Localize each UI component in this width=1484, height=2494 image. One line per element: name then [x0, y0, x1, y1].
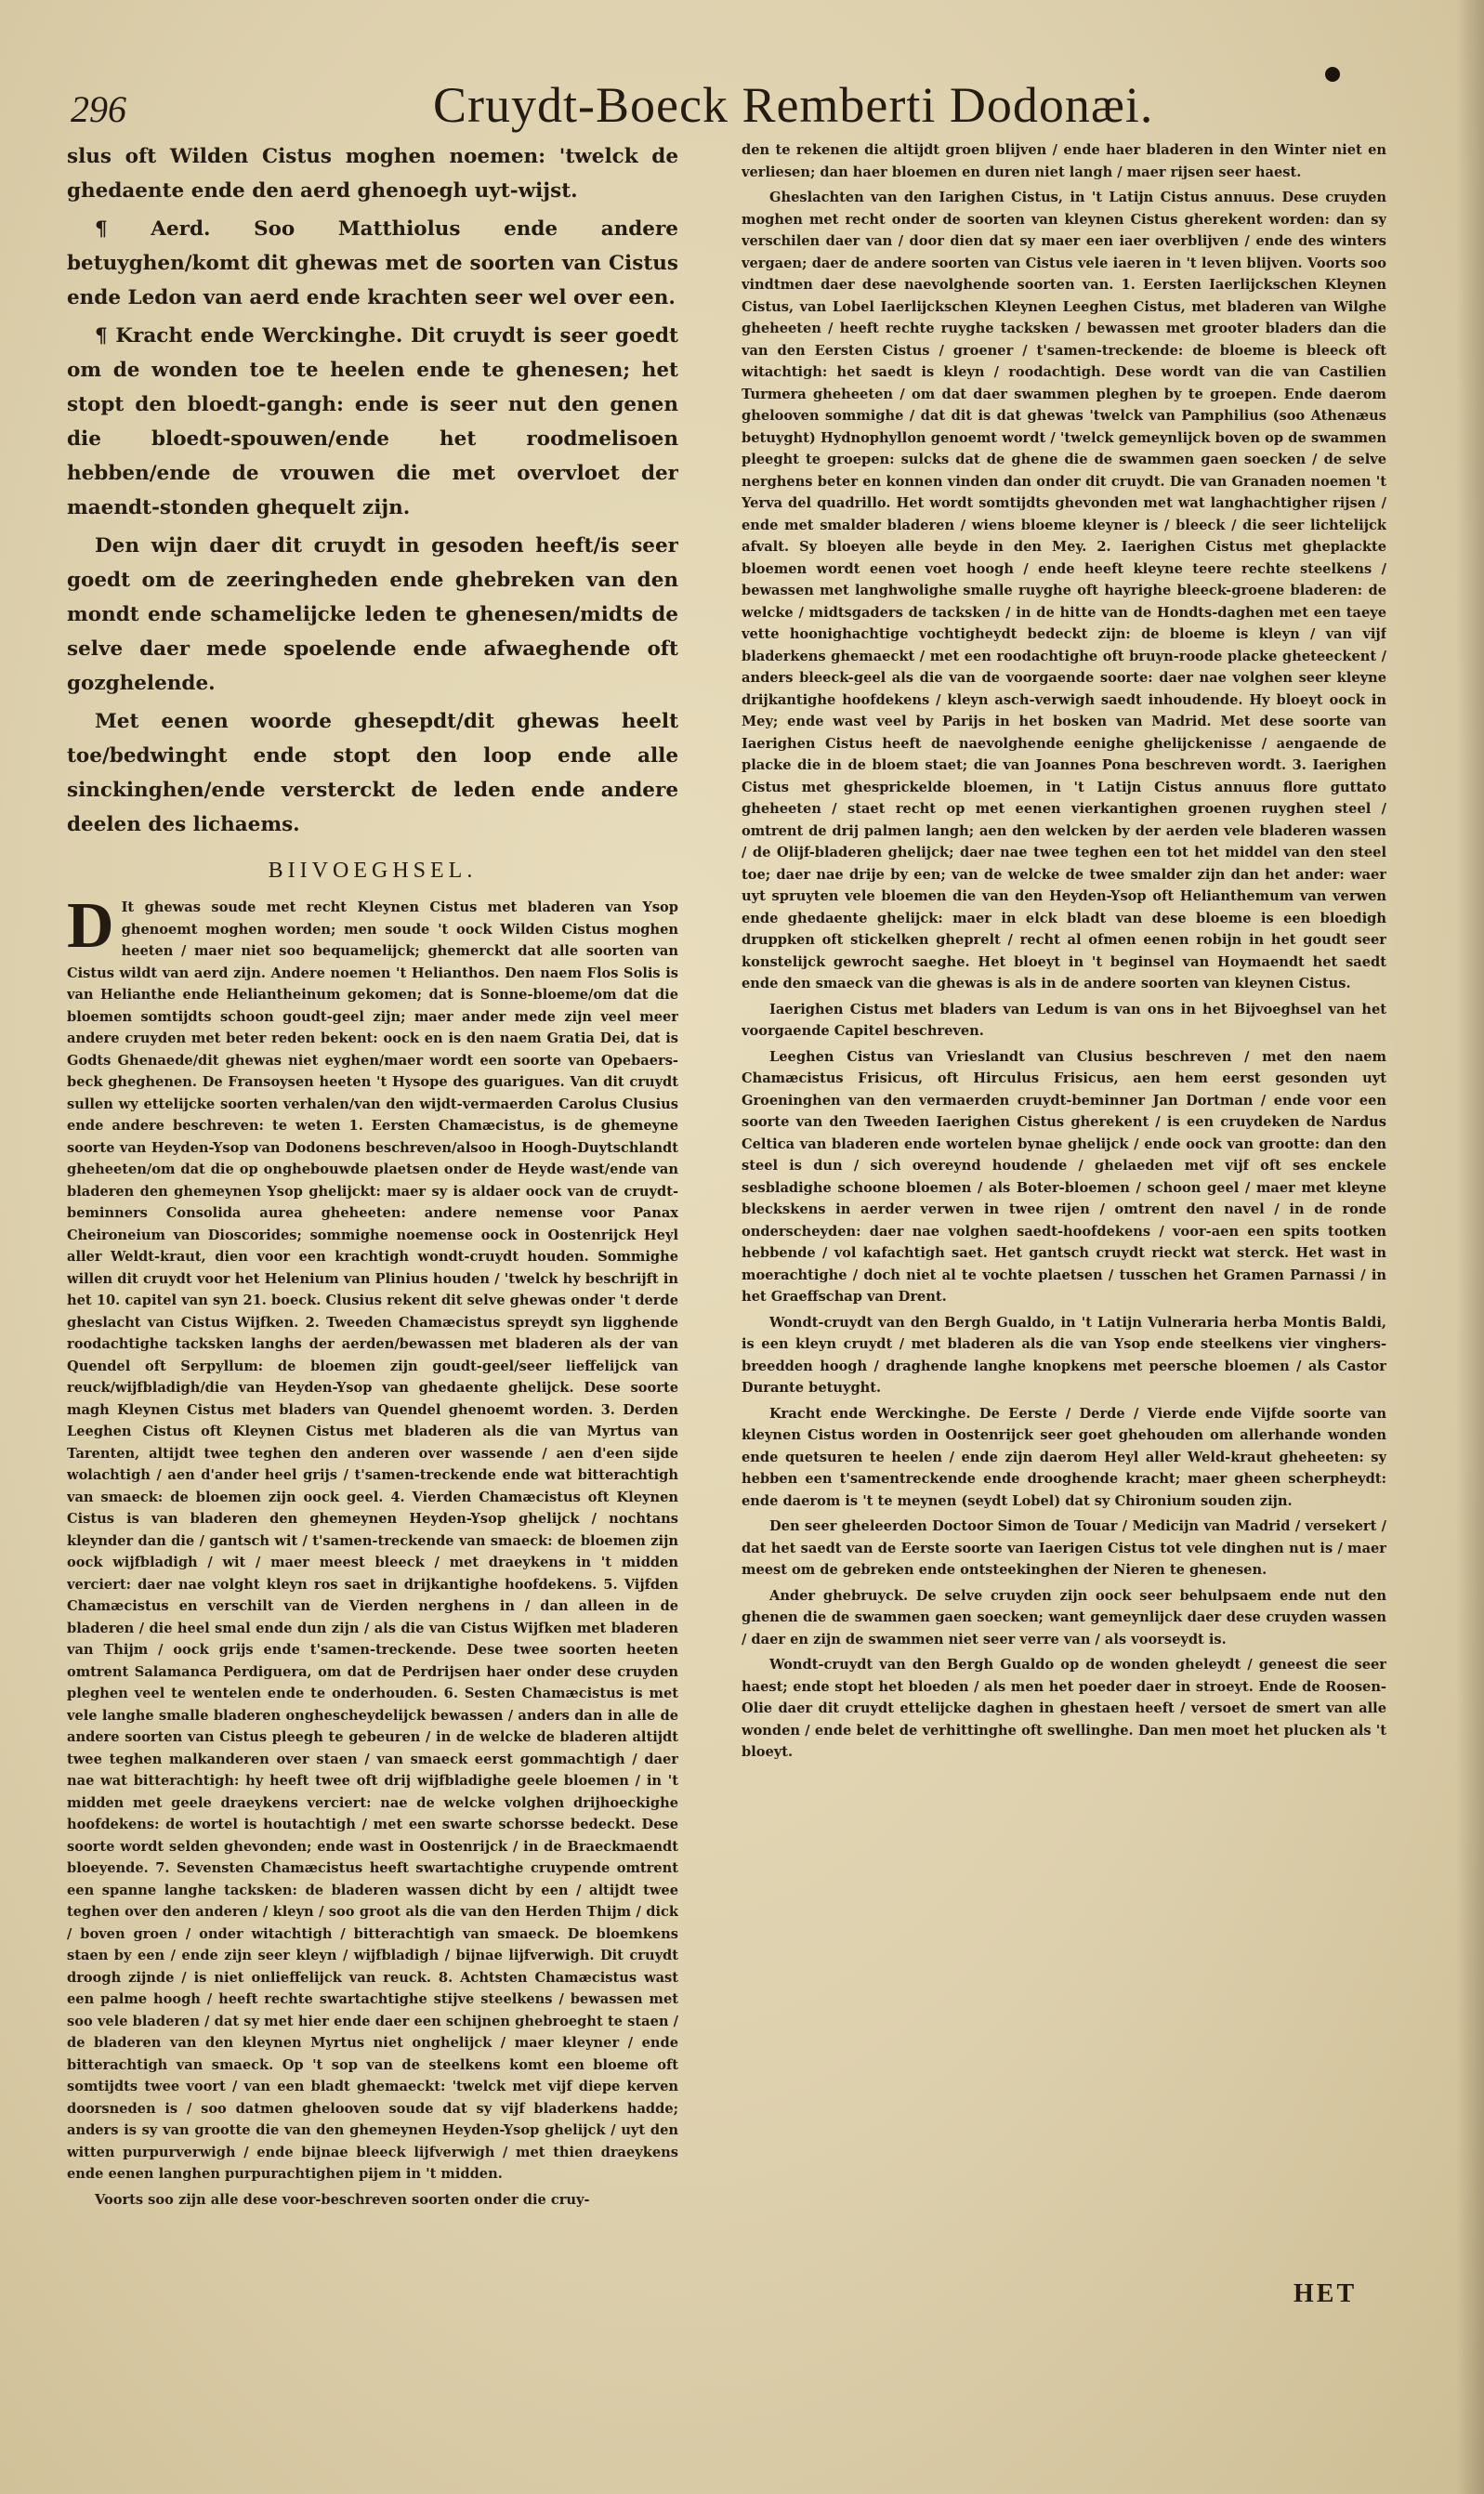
- catchword: HET: [1294, 2279, 1358, 2308]
- tovar-paragraph: Den seer gheleerden Doctoor Simon de Touar / Medicijn van Madrid / versekert / dat het saedt van de Eerste soorte van Iaerigen Cistus tot vele dinghen nut is / maer meest om de gebreken ende ontsteekinghen der Nieren te ghenesen.: [742, 1518, 1386, 1578]
- section-heading: BIIVOEGHSEL.: [268, 859, 478, 883]
- page-header: [71, 76, 1419, 132]
- right-column: [742, 139, 1386, 2221]
- wijn-paragraph: Den wijn daer dit cruydt in gesoden heeft/is seer goedt om de zeeringheden ende ghebreken van den mondt ende schamelijcke leden te ghenesen/midts de selve daer mede spoelende ende afwaeghende oft gozghelende.: [67, 534, 678, 695]
- ledum-paragraph: Iaerighen Cistus met bladers van Ledum is van ons in het Bijvoeghsel van het voorgaende Capitel beschreven.: [742, 1001, 1386, 1039]
- bijvoeghsel-paragraph: [67, 890, 678, 2186]
- gheslachten-paragraph: Gheslachten van den Iarighen Cistus, in 't Latijn Cistus annuus. Dese cruyden moghen met recht onder de soorten van kleynen Cistus gherekent worden: dan sy verschilen daer van / door dien dat sy maer een iaer overblijven / ende des winters vergaen; daer de andere soorten van Cistus vele iaeren in 't leven blijven. Voorts soo vindtmen daer dese naevolghende soorten van. 1. Eersten Iaerlijckschen Kleynen Cistus, van Lobel Iaerlijckschen Kleynen Leeghen Cistus, met bladeren van Wilghe gheheeten / heeft rechte ruyghe tacksken / bewassen met grooter bladers dan die van den Eersten Cistus / groener / t'samen-treckende: de bloeme is bleeck oft witachtigh: het saedt is kleyn / roodachtigh. Dese wordt van die van Castilien Turmera gheheeten / om dat daer swammen pleghen by te groepen. Ende daerom ghelooven sommighe / dat dit is dat ghewas 'twelck van Pamphilius (soo Athenæus betuyght) Hydnophyllon genoemt wordt / 'twelck gemeynlijck boven op de swammen pleeght te groepen: sulcks dat de ghene die de swammen gaen soecken / de selve nerghens beter en konnen vinden dan onder dit cruydt. Die van Granaden noemen 't Yerva del quadrillo. Het wordt somtijdts ghevonden met wat langhachtigher rijsen / ende met smalder bladeren / wiens bloeme kleyner is / bleeck / die seer lichtelijck afvalt. Sy bloeyen alle beyde in den Mey. 2. Iaerighen Cistus met gheplackte bloemen wordt eenen voet hoogh / ende heeft kleyne teere rechte steelkens / bewassen met langhwolighe smalle ruyghe oft hayrighe bleeck-groene bladeren: de welcke / midtsgaders de tacksken / in de hitte van de Hondts-daghen met een taeye vette hoonighachtige vochtigheydt bedeckt zijn: de bloeme is kleyn / van vijf bladerkens ghemaeckt / met een roodachtighe oft bruyn-roode placke gheteeckent / anders bleeck-geel als die van de voorgaende soorte: daer nae volghen seer kleyne drijkantighe hoofdekens / kleyn asch-verwigh saedt inhoudende. Hy bloeyt oock in Mey; ende wast veel by Parijs in het bosken van Madrid. Met dese soorte van Iaerighen Cistus heeft de naevolghende eenighe ghelijckenisse / aengaende de placke die in de bloem staet; die van Joannes Pona beschreven wordt. 3. Iaerighen Cistus met ghesprickelde bloemen, in 't Latijn Cistus annuus flore guttato gheheeten / staet recht op met eenen vierkantighen groenen ruyghen steel / omtrent de drij palmen langh; aen den welcken by der aerden vele bladeren wassen / de Olijf-bladeren ghelijck; daer nae twee teghen een tot het middel van den steel toe; daer nae drije by een; van de welcke de twee smalder zijn dan het ander: waer uyt spruyten vele bloemen die van den Heyden-Ysop oft Helianthemum van verwen ende ghedaente ghelijck: maer in elck bladt van dese bloeme is een bloedigh druppken oft stickelken gheprelt / recht al ofmen eenen robijn in het goudt seer konstelijck gewrocht saeghe. Het bloeyt in 't beginsel van Hoymaendt het saedt ende den smaeck van die ghewas is als in de andere soorten van kleynen Cistus.: [742, 190, 1386, 991]
- closing-line: Voorts soo zijn alle dese voor-beschreven soorten onder die cruy-: [95, 2191, 590, 2208]
- running-head: Cruydt-Boeck Remberti Dodonæi.: [433, 77, 1154, 133]
- kracht-paragraph: ¶ Kracht ende Werckinghe. Dit cruydt is seer goedt om de wonden toe te heelen ende te ghenesen; het stopt den bloedt-gangh: ende is seer nut den genen die bloedt-spouwen/ende het roodmelisoen hebben/ende de vrouwen die met overvloet der maendt-stonden ghequelt zijn.: [67, 324, 678, 519]
- aerd-paragraph: ¶ Aerd. Soo Matthiolus ende andere betuyghen/komt dit ghewas met de soorten van Cistus ende Ledon van aerd ende krachten seer wel over een.: [67, 217, 678, 309]
- frisicus-paragraph: Leeghen Cistus van Vrieslandt van Clusius beschreven / met den naem Chamæcistus Frisicus, oft Hirculus Frisicus, aen hem eerst gesonden uyt Groeninghen van den vermaerden cruydt-beminner Jan Dortman / ende voor een soorte van den Tweeden Iaerighen Cistus gherekent / is een cruydeken de Nardus Celtica van bladeren ende wortelen bynae ghelijck / ende oock van grootte: dan den steel is dun / sich overeynd houdende / ghelaeden met vijf oft ses enckele sesbladighe schoone bloemen / als Boter-bloemen / schoon geel / maer met kleyne bleckskens in aerder verwen in twee rijen / omtrent den navel / in de ronde onderscheyden: daer nae volghen saedt-hoofdekens / voor-aen een spits tootken hebbende / vol kafachtigh saet. Het gantsch cruydt rieckt wat sterck. Het wast in moerachtighe / doch niet al te vochte plaetsen / tusschen het Gramen Parnassi / in het Graeffschap van Drent.: [742, 1048, 1386, 1305]
- gualdo-paragraph: Wondt-cruydt van den Bergh Gualdo, in 't Latijn Vulneraria herba Montis Baldi, is een kleyn cruydt / met bladeren als die van Ysop ende steelkens vier vinghers-breedden hoogh / draghende langhe knopkens met peersche bloemen / als Castor Durante betuyght.: [742, 1314, 1386, 1396]
- drop-cap: D: [67, 890, 114, 962]
- opening-paragraph: den te rekenen die altijdt groen blijven / ende haer bladeren in den Winter niet en verliesen; dan haer bloemen en duren niet langh / maer rijsen seer haest.: [742, 142, 1386, 180]
- kracht-werckinghe-paragraph: Kracht ende Werckinghe. De Eerste / Derde / Vierde ende Vijfde soorte van kleynen Cistus worden in Oostenrijck seer goet ghehouden om allerhande wonden ende quetsuren te heelen / ende zijn daerom Heyl aller Weld-kraut gheheeten: sy hebben een t'samentreckende ende drooghende kracht; maer gheen scherpheydt: ende daerom is 't te meynen (seydt Lobel) dat sy Chironium souden zijn.: [742, 1405, 1386, 1509]
- page-number: 296: [71, 88, 126, 130]
- left-column: [67, 139, 678, 2267]
- gualdo-use-paragraph: Wondt-cruydt van den Bergh Gualdo op de wonden gheleydt / geneest die seer haest; ende stopt het bloeden / als men het poeder daer in stroeyt. Ende de Roosen-Olie daer dit cruydt ettelijcke daghen in ghestaen heeft / versoet de smert van alle wonden / ende belet de verhittinghe oft swellinghe. Dan men moet het plucken als 't bloeyt.: [742, 1657, 1386, 1760]
- bijvoeghsel-text: It ghewas soude met recht Kleynen Cistus met bladeren van Ysop ghenoemt moghen worden; men soude 't oock Wilden Cistus moghen heeten / maer niet soo bequamelijck; ghemerckt dat alle soorten van Cistus wildt van aerd zijn. Andere noemen 't Helianthos. Den naem Flos Solis is van Helianthe ende Heliantheinum gekomen; dat is Sonne-bloeme/om dat die bloemen somtijdts schoon goudt-geel zijn; maer ander mede zijn veel meer andere cruyden met beter reden bekent: oock en is den naem Gratia Dei, dat is Godts Ghenaede/dit ghewas niet eyghen/maer wordt een soorte van Opebaers-beck gheghenen. De Fransoysen heeten 't Hysope des guarigues. Van dit cruydt sullen wy ettelijcke soorten verhalen/van den wijdt-vermaerden Carolus Clusius ende andere beschreven: te weten 1. Eersten Chamæcistus, is de ghemeyne soorte van Heyden-Ysop van Dodonens beschreven/alsoo in Hoogh-Duytschlandt gheheeten/om dat die op onghebouwde plaetsen onder de Heyde wast/ende van bladeren den ghemeynen Ysop ghelijckt: maer sy is aldaer oock van de cruydt-beminners Consolida aurea gheheeten: andere nemense voor Panax Cheironeium van Dioscorides; sommighe noemense oock in Oostenrijck Heyl aller Weldt-kraut, dien voor een krachtigh wondt-cruydt houden. Sommighe willen dit cruydt voor het Helenium van Plinius houden / 'twelck hy beschrijft in het 10. capitel van syn 21. boeck. Clusius rekent dit selve ghewas onder 't derde gheslacht van Cistus Wijfken. 2. Tweeden Chamæcistus spreydt syn ligghende roodachtighe tacksken langhs der aerden/bewassen met bladeren als der van Quendel oft Serpyllum: de bloemen zijn goudt-geel/seer lieffelijck van reuck/wijfbladigh/die van Heyden-Ysop van ghedaente ghelijck. Dese soorte magh Kleynen Cistus met bladers van Quendel ghenoemt worden. 3. Derden Leeghen Cistus oft Kleynen Cistus met bladeren als die van Myrtus van Tarenten, altijdt twee teghen den anderen over wassende / aen d'een sijde wolachtigh / aen d'ander heel grijs / t'samen-treckende ende wat bitterachtigh van smaeck: de bloemen zijn oock geel. 4. Vierden Chamæcistus oft Kleynen Cistus is van bladeren den ghemeynen Heyden-Ysop ghelijck / nochtans kleynder dan die / gantsch wit / t'samen-treckende van smaeck: de bloemen zijn oock wijfbladigh / wit / maer meest bleeck / met draeykens in 't midden verciert: daer nae volght kleyn ros saet in drijkantighe hoofdekens. 5. Vijfden Chamæcistus en verschilt van de Vierden nerghens in / dan alleen in de bladeren / die heel smal ende dun zijn / als die van Cistus Wijfken met bladeren van Thijm / oock grijs ende t'samen-treckende. Dese twee soorten heeten omtrent Salamanca Perdiguera, om dat de Perdrijsen haer onder dese cruyden pleghen veel te wentelen ende te onderhouden. 6. Sesten Chamæcistus is met vele langhe smalle bladeren onghescheydelijck bewassen / anders dan in alle de andere soorten van Cistus pleegh te gebeuren / in de welcke de bladeren altijdt twee teghen malkanderen over staen / van smaeck eerst gommachtigh / daer nae wat bitterachtigh: hy heeft twee oft drij wijfbladighe geele bloemen / in 't midden met geele draeykens verciert: nae de welcke volghen drijhoeckighe hoofdekens: de wortel is houtachtigh / met een swarte schorsse bedeckt. Dese soorte wordt selden ghevonden; ende wast in Oostenrijck / in de Braeckmaendt bloeyende. 7. Sevensten Chamæcistus heeft swartachtighe cruypende omtrent een spanne langhe tacksken: de bladeren wassen dicht by een / altijdt twee teghen over den anderen / kleyn / soo groot als die van den Herden Thijm / dick / boven groen / onder witachtigh / bitterachtigh van smaeck. De bloemkens staen by een / ende zijn seer kleyn / wijfbladigh / bijnae lijfverwigh. Dit cruydt droogh zijnde / is niet onlieffelijck van reuck. 8. Achtsten Chamæcistus wast een palme hoogh / heeft rechte swartachtighe stijve steelkens / bewassen met soo vele bladeren / dat sy met hier ende daer een schijnen ghebroeght te staen / de bladeren van den kleynen Myrtus niet onghelijck / maer kleyner / ende bitterachtigh van smaeck. Op 't sop van de steelkens komt een bloeme oft somtijdts twee voort / van een bladt ghemaeckt: 'twelck met vijf diepe kerven doorsneden is / soo datmen ghelooven soude dat sy vijf bladerkens hadde; anders is sy van grootte die van den ghemeynen Heyden-Ysop ghelijck / uyt den witten purpurverwigh / ende bijnae bleeck lijfverwigh / met thien draeykens ende eenen langhen purpurachtighen pijem in 't midden.: [67, 899, 678, 2182]
- woorde-paragraph: Met eenen woorde ghesepdt/dit ghewas heelt toe/bedwinght ende stopt den loop ende alle sinckinghen/ende versterckt de leden ende andere deelen des lichaems.: [67, 710, 678, 836]
- intro-paragraph: slus oft Wilden Cistus moghen noemen: 'twelck de ghedaente ende den aerd ghenoegh uyt-wijst.: [67, 145, 678, 203]
- page-shadow: [1456, 0, 1484, 2494]
- ander-ghebruyck-paragraph: Ander ghebruyck. De selve cruyden zijn oock seer behulpsaem ende nut den ghenen die de swammen gaen soecken; want gemeynlijck daer dese cruyden wassen / daer en zijn de swammen niet seer verre van / als voorseydt is.: [742, 1587, 1386, 1647]
